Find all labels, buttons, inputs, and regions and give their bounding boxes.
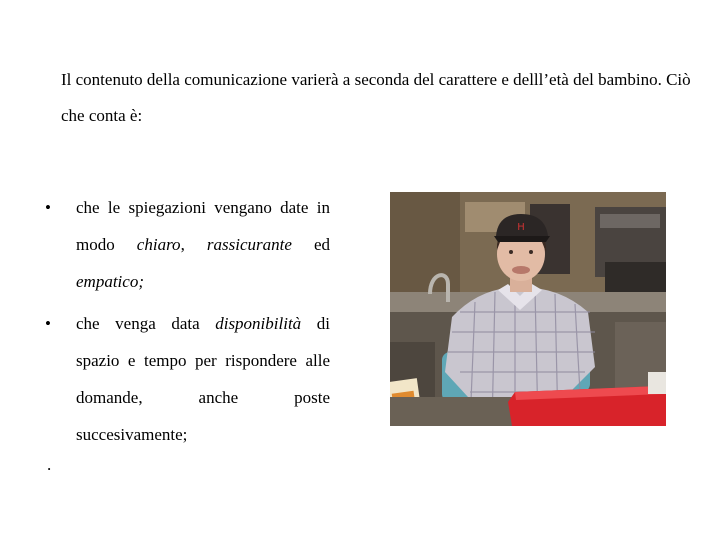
text-run: di spazio e tempo per rispondere alle domande, anche poste succesivamente; (76, 314, 330, 444)
photo (390, 192, 666, 426)
grill (605, 262, 666, 292)
smile (512, 266, 530, 274)
eye (509, 250, 513, 254)
intro-paragraph: Il contenuto della comunicazione varierà a seconda del carattere e delll’età del bambino. Ciò che conta è: (61, 70, 691, 125)
cap-logo: H (517, 222, 525, 233)
bullet-text (76, 189, 330, 300)
bullet-item (43, 189, 343, 300)
italic-run: disponibilità (215, 314, 302, 333)
italic-run: empatico; (76, 272, 144, 291)
bullet-symbol: • (45, 314, 51, 333)
machine-panel (600, 214, 660, 228)
bullet-symbol: • (45, 198, 51, 217)
napkin (648, 372, 666, 394)
text-run: , (180, 235, 207, 254)
stray-mark: . (47, 455, 52, 474)
italic-run: chiaro (136, 235, 181, 254)
eye (529, 250, 533, 254)
cap-brim (494, 236, 550, 242)
italic-run: rassicurante (206, 235, 292, 254)
text-run: che venga data (76, 314, 216, 333)
photo-illustration (390, 192, 666, 426)
bullet-item (43, 305, 343, 453)
bullet-list (43, 189, 343, 453)
text-run: ed (291, 235, 331, 254)
text-run: che le spiegazioni vengano date in modo (76, 198, 330, 254)
bullet-text (76, 305, 330, 453)
